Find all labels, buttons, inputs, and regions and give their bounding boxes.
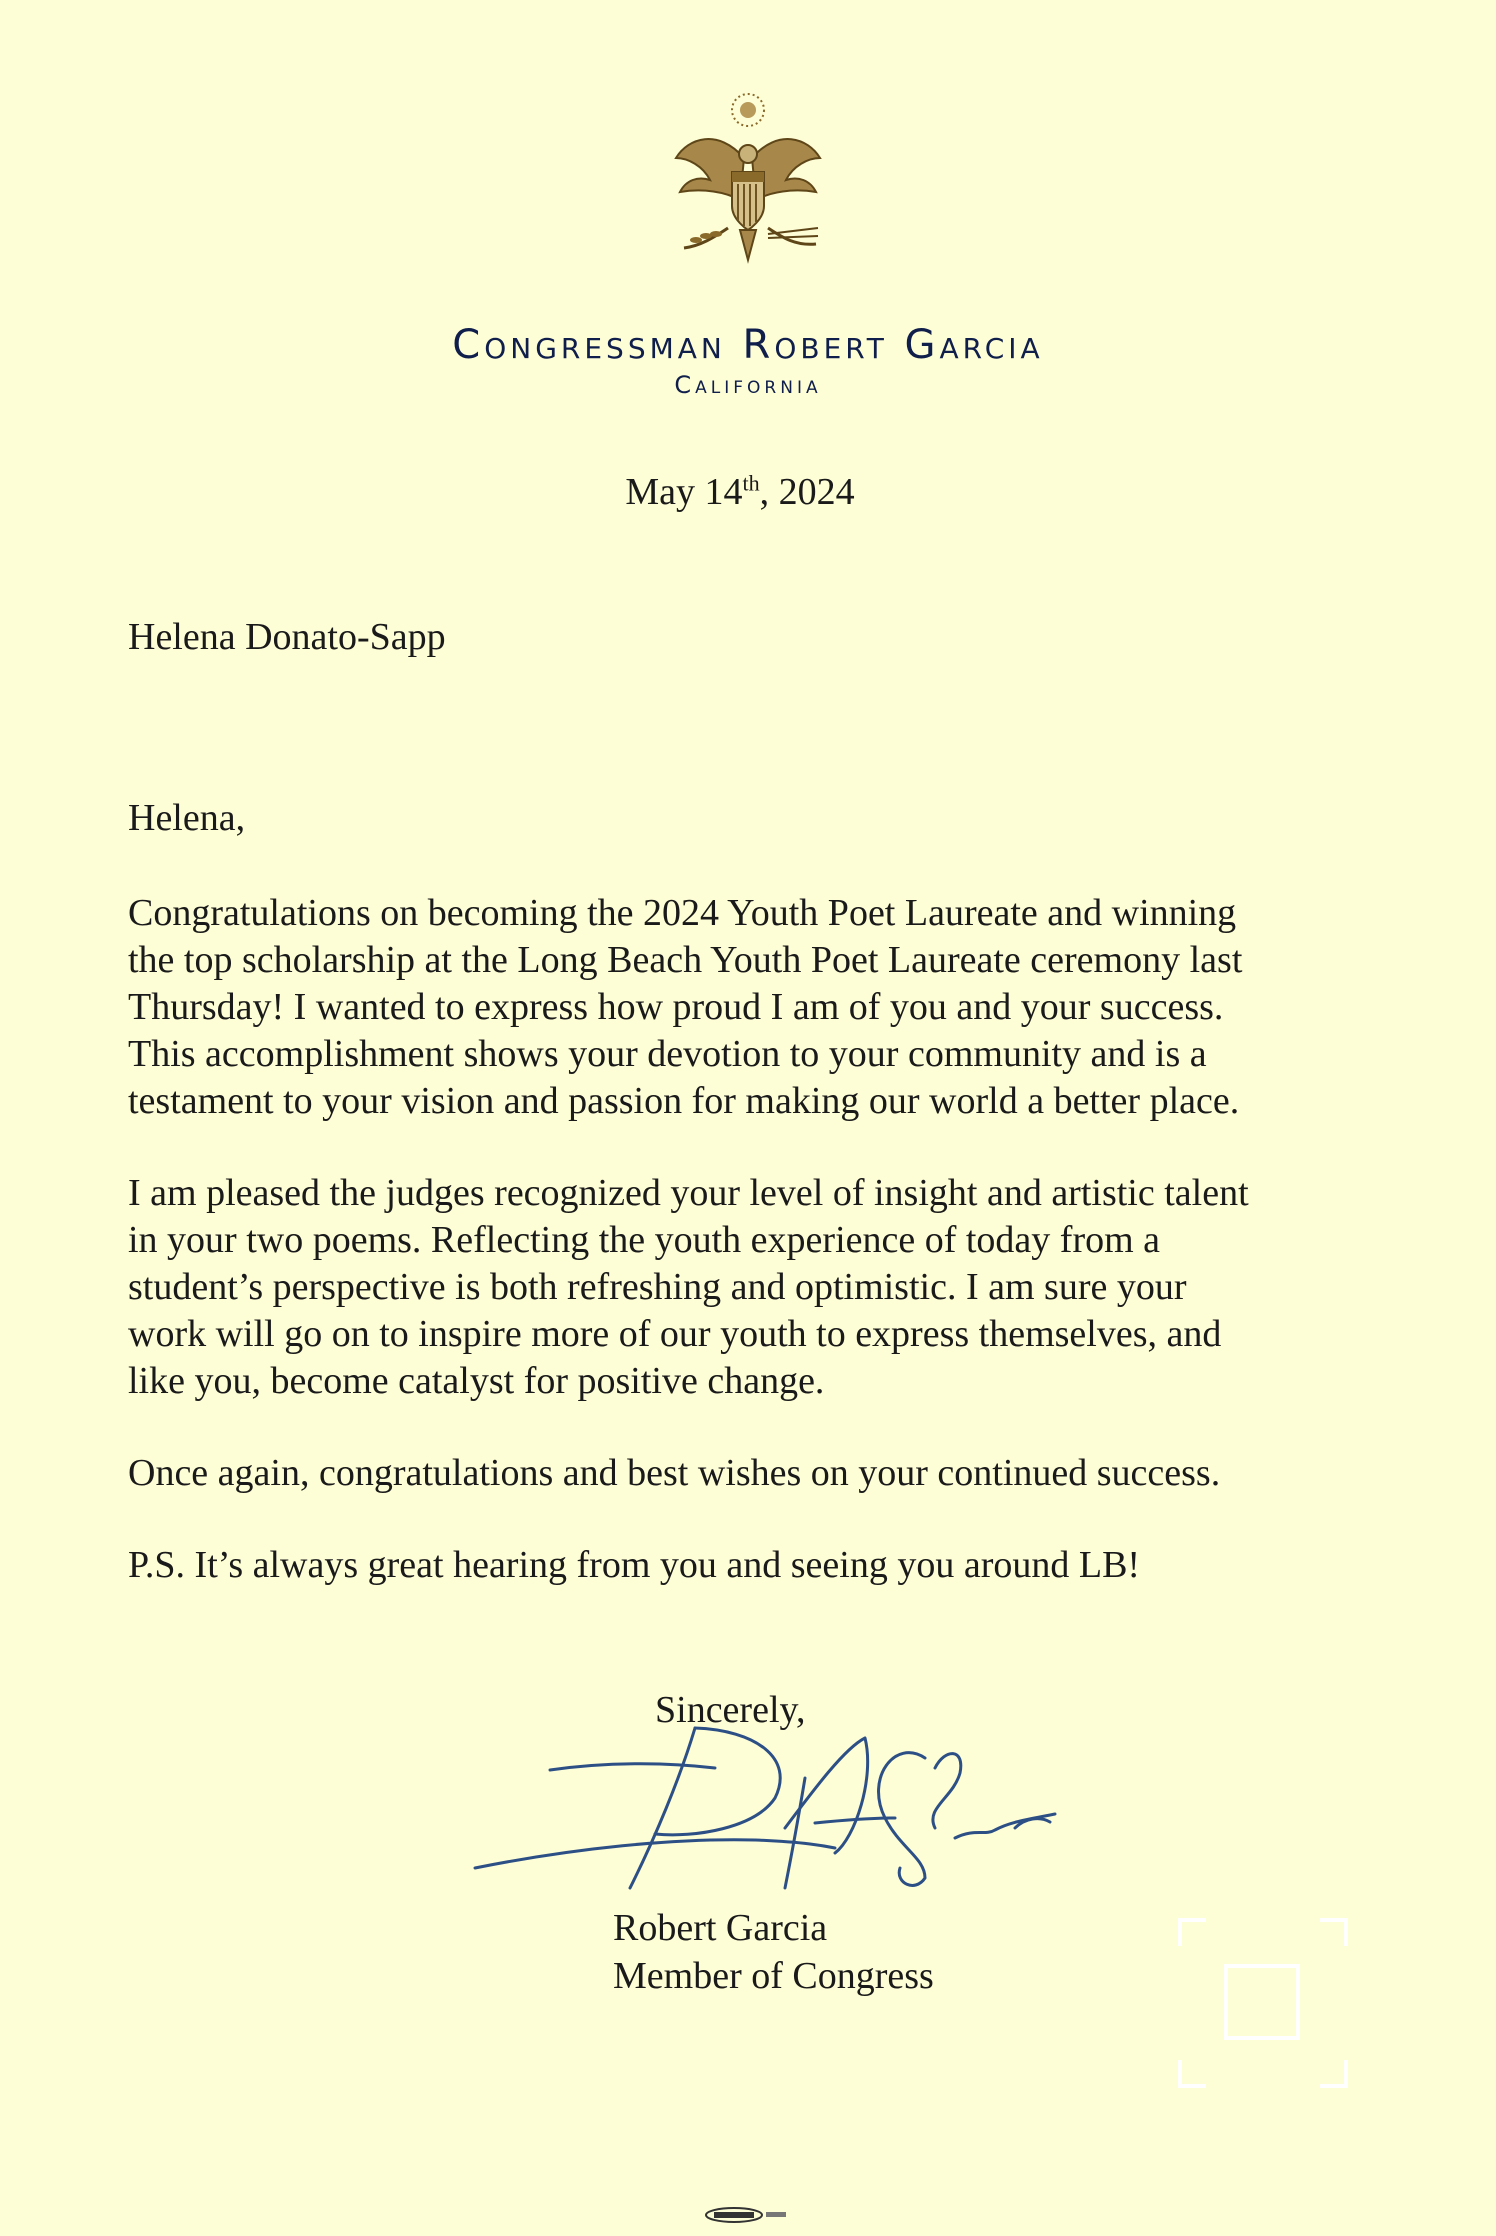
signer-title: Member of Congress [613, 1955, 934, 1997]
letterhead-state: California [674, 371, 822, 399]
body-line: P.S. It’s always great hearing from you and seeing you around LB! [128, 1544, 1141, 1586]
date-suffix: th [742, 470, 760, 496]
body-line: Congratulations on becoming the 2024 Youth Poet Laureate and winning [128, 892, 1237, 934]
body-line: the top scholarship at the Long Beach Youth Poet Laureate ceremony last [128, 939, 1243, 981]
closing: Sincerely, [655, 1689, 806, 1731]
body-paragraph [128, 1170, 1378, 1405]
body-paragraph [128, 890, 1378, 1125]
body-line: like you, become catalyst for positive change. [128, 1360, 825, 1402]
salutation: Helena, [128, 797, 246, 839]
body-line: This accomplishment shows your devotion to your community and is a [128, 1033, 1207, 1075]
body-line: student’s perspective is both refreshing and optimistic. I am sure your [128, 1266, 1187, 1308]
signer-name: Robert Garcia [613, 1907, 828, 1949]
postscript [128, 1542, 1378, 1589]
signature-image [455, 1718, 1075, 1928]
body-line: in your two poems. Reflecting the youth experience of today from a [128, 1219, 1161, 1261]
body-paragraph [128, 1450, 1378, 1497]
date-main: May 14 [625, 471, 743, 513]
printer-bug-icon [700, 2206, 796, 2224]
recipient-name: Helena Donato-Sapp [128, 616, 446, 658]
body-line: Thursday! I wanted to express how proud I am of you and your success. [128, 986, 1224, 1028]
letter-date [0, 470, 1480, 514]
body-line: testament to your vision and passion for making our world a better place. [128, 1080, 1240, 1122]
great-seal-icon [648, 88, 848, 288]
letterhead-name: Congressman Robert Garcia [452, 322, 1044, 368]
letter-body [128, 890, 1378, 1634]
body-line: I am pleased the judges recognized your level of insight and artistic talent [128, 1172, 1249, 1214]
body-line: work will go on to inspire more of our youth to express themselves, and [128, 1313, 1222, 1355]
body-line: Once again, congratulations and best wishes on your continued success. [128, 1452, 1221, 1494]
scan-frame-icon [1178, 1918, 1348, 2088]
date-year: , 2024 [759, 471, 855, 513]
